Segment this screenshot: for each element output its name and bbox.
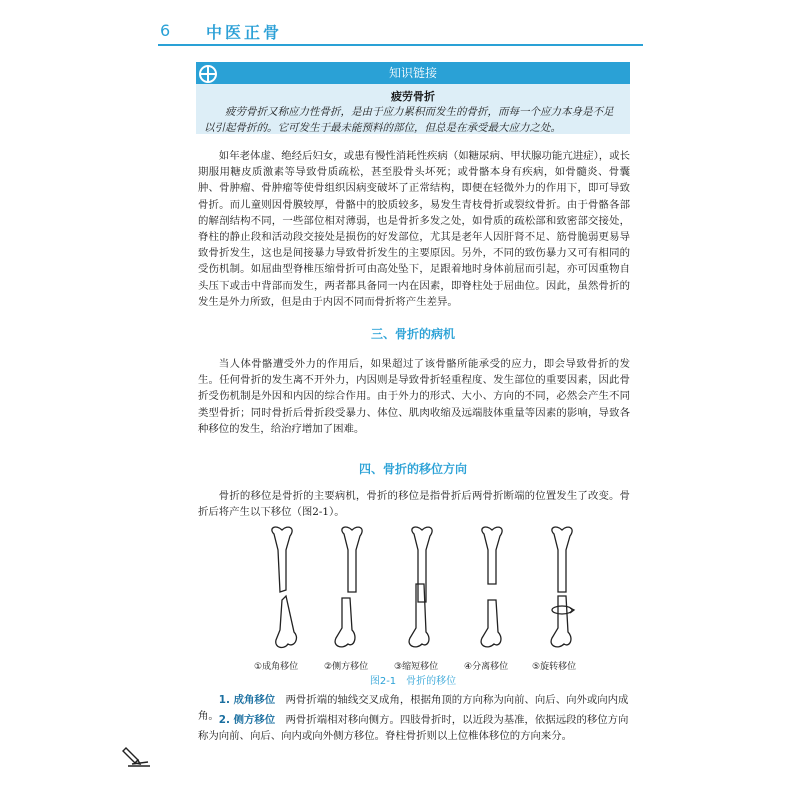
figure-label-5: ⑤旋转移位 bbox=[532, 662, 577, 672]
pen-icon bbox=[122, 744, 152, 768]
bone-lateral bbox=[335, 527, 362, 647]
item-term: 2. 侧方移位 bbox=[218, 714, 276, 726]
knowledge-box-title: 知识链接 bbox=[388, 66, 437, 80]
item-term: 1. 成角移位 bbox=[218, 694, 276, 706]
knowledge-box-header bbox=[196, 62, 630, 84]
paragraph-mechanism: 当人体骨骼遭受外力的作用后，如果超过了该骨骼所能承受的应力，即会导致骨折的发生。任何骨折的发生离不开外力，内因则是导致骨折轻重程度、发生部位的重要因素，因此骨折受伤机制是外因和内因的综合作用。由于外力的形式、大小、方向的不同，必然会产生不同类型骨折；同时骨折后骨折段受暴力、体位、肌肉收缩及远端肢体重量等因素的影响，导致各种移位的发生，给治疗增加了困难。 bbox=[198, 358, 630, 435]
item-lateral bbox=[198, 712, 630, 744]
paragraph-causes: 如年老体虚、绝经后妇女，或患有慢性消耗性疾病（如糖尿病、甲状腺功能亢进症），或长期服用糖皮质激素等导致骨质疏松，甚至股骨头坏死；或骨骼本身有疾病，如骨髓炎、骨囊肿、骨肿瘤、骨肿瘤等使骨组织因病变破坏了正常结构，即便在轻微外力的作用下，即可导致骨折。而儿童则因骨膜较厚，骨骼中的胶质较多，易发生青枝骨折或裂纹骨折。由于骨骼各部的解剖结构不同，一些部位相对薄弱，也是骨折多发之处，如骨质的疏松部和致密部交接处，脊柱的静止段和活动段交接处是损伤的好发部位，尤其是老年人因肝肾不足、筋骨脆弱更易导致骨折发生，这也是间接暴力导致骨折发生的主要原因。另外，不同的致伤暴力又可有相同的受伤机制。如屈曲型脊椎压缩骨折可由高处坠下，足跟着地时身体前屈而引起，亦可因重物自头压下或击中背部而发生，两者都具备同一内在因素，即脊柱处于屈曲位。因此，虽然骨折的发生是外力所致，但是由于内因不同而骨折将产生差异。 bbox=[198, 150, 630, 308]
item-text: 两骨折端相对移向侧方。四肢骨折时，以近段为基准，依据远段的移位方向称为向前、向后、向内或向外侧方移位。脊柱骨折则以上位椎体移位的方向来分。 bbox=[198, 714, 629, 743]
knowledge-box bbox=[196, 62, 630, 134]
page-number: 6 bbox=[160, 21, 171, 40]
figure-label-1: ①成角移位 bbox=[254, 662, 299, 672]
bone-distraction bbox=[481, 527, 502, 647]
figure-caption: 图2-1 骨折的移位 bbox=[369, 676, 457, 687]
bone-rotation bbox=[551, 527, 574, 647]
bone-shortening bbox=[409, 527, 432, 647]
knowledge-box-text: 疲劳骨折又称应力性骨折，是由于应力累积而发生的骨折，而每一个应力本身是不足以引起骨折的。它可发生于最未能预料的部位，但总是在承受最大应力之处。 bbox=[204, 106, 614, 134]
figure-label-2: ②侧方移位 bbox=[324, 662, 369, 672]
bone-fracture-illustration bbox=[250, 520, 590, 660]
bone-angulation bbox=[272, 527, 297, 647]
book-title: 中医正骨 bbox=[206, 23, 283, 42]
header-rule bbox=[158, 44, 643, 46]
figure-bones bbox=[250, 520, 590, 670]
section-title-displacement: 四、骨折的移位方向 bbox=[358, 462, 467, 476]
section-title-mechanism: 三、骨折的病机 bbox=[370, 327, 455, 341]
item-text: 两骨折端的轴线交叉成角，根据角顶的方向称为向前、向后、向外或向内成角。 bbox=[198, 694, 629, 723]
paragraph-displacement: 骨折的移位是骨折的主要病机，骨折的移位是指骨折后两骨折断端的位置发生了改变。骨折后将产生以下移位（图2-1）。 bbox=[198, 490, 630, 519]
figure-label-4: ④分离移位 bbox=[464, 662, 509, 672]
figure-label-3: ③缩短移位 bbox=[394, 662, 439, 672]
knowledge-box-subtitle: 疲劳骨折 bbox=[391, 90, 435, 103]
